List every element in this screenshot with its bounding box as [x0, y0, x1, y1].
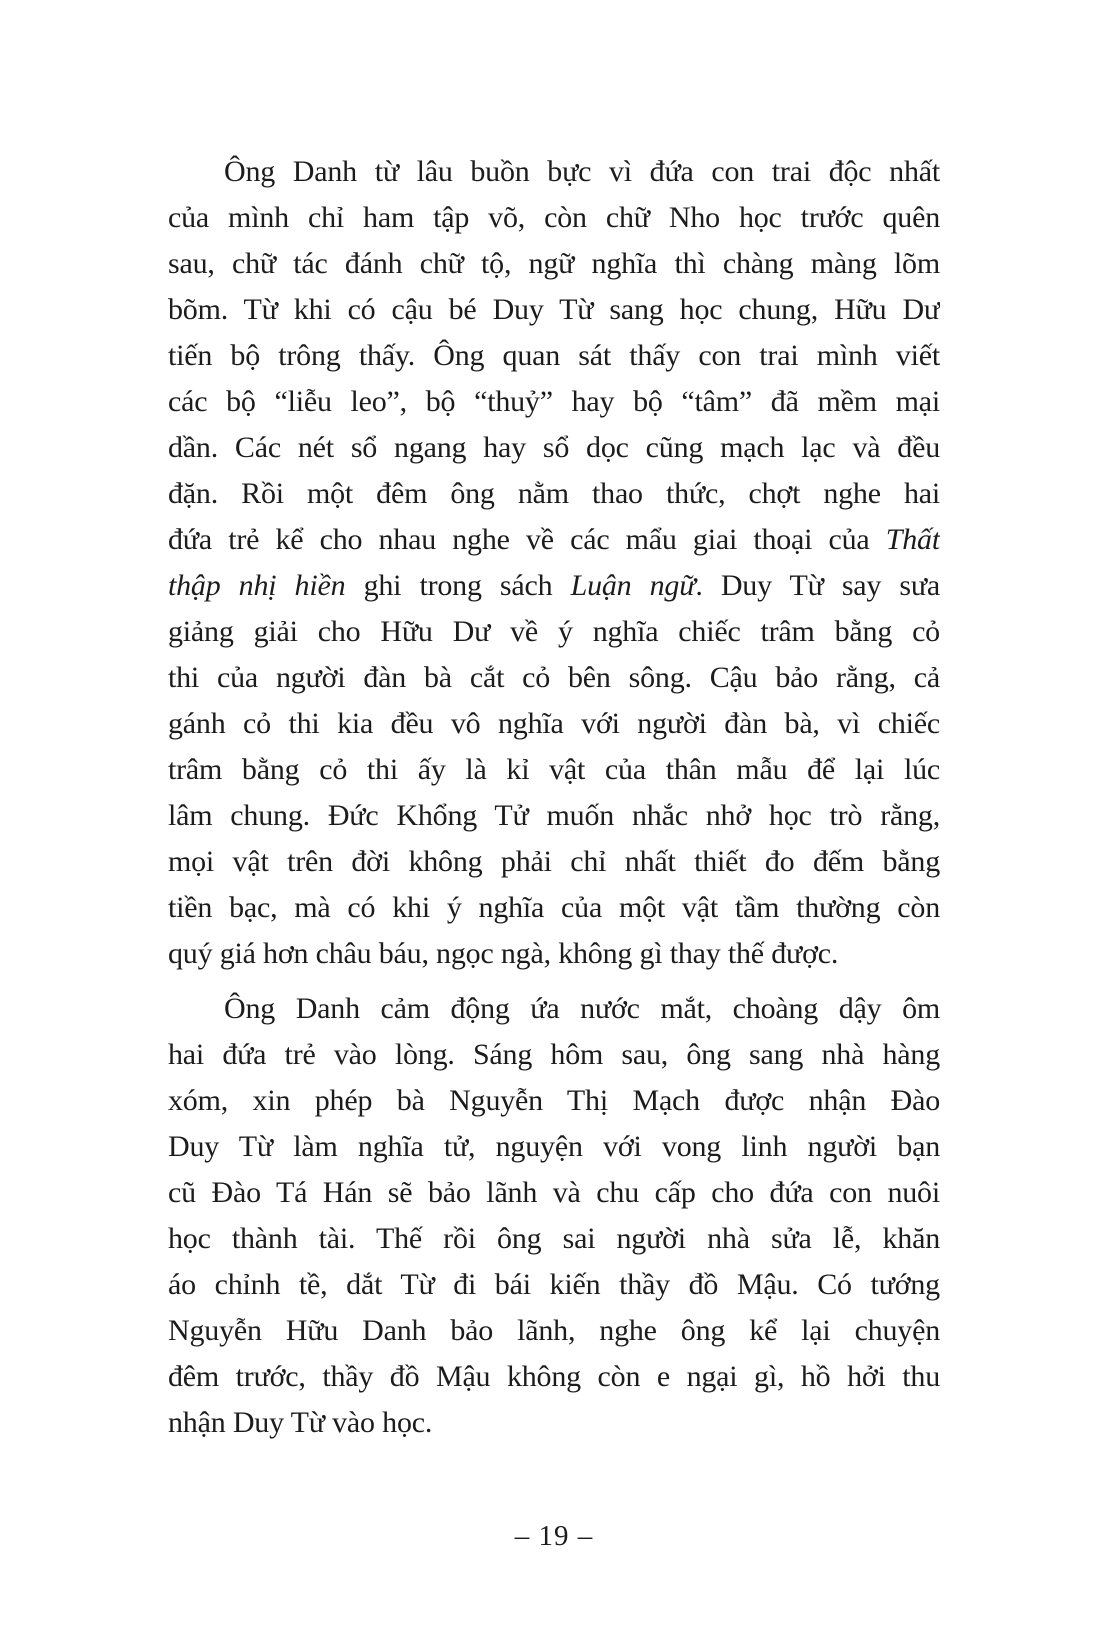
text-line — [168, 1124, 940, 1170]
text-line — [168, 701, 940, 747]
text-run: hai đứa trẻ vào lòng. Sáng hôm sau, ông sang nhà hàng — [168, 1038, 940, 1071]
text-run: Ông Danh từ lâu buồn bực vì đứa con trai độc nhất — [224, 155, 940, 188]
text-line — [168, 747, 940, 793]
paragraph — [168, 149, 940, 977]
text-line — [168, 1032, 940, 1078]
italic-text-run: Thất — [885, 523, 940, 556]
text-line — [168, 379, 940, 425]
text-line — [168, 333, 940, 379]
text-line — [168, 425, 940, 471]
text-run: áo chỉnh tề, dắt Từ đi bái kiến thầy đồ Mậu. Có tướng — [168, 1268, 940, 1301]
text-line — [168, 793, 940, 839]
text-run: ghi trong sách — [345, 569, 571, 602]
text-run: xóm, xin phép bà Nguyễn Thị Mạch được nhận Đào — [168, 1084, 940, 1117]
text-line — [168, 609, 940, 655]
text-run: cũ Đào Tá Hán sẽ bảo lãnh và chu cấp cho đứa con nuôi — [168, 1176, 940, 1209]
italic-text-run: thập nhị hiền — [168, 569, 346, 602]
italic-text-run: Luận ngữ — [570, 569, 696, 602]
text-line — [168, 1354, 940, 1400]
text-line — [168, 1078, 940, 1124]
text-run: trâm bằng cỏ thi ấy là kỉ vật của thân mẫu để lại lúc — [168, 753, 940, 786]
text-run: nhận Duy Từ vào học. — [168, 1406, 433, 1439]
paragraph — [168, 986, 940, 1446]
text-line — [168, 1216, 940, 1262]
text-run: của mình chỉ ham tập võ, còn chữ Nho học trước quên — [168, 201, 940, 234]
text-run: lâm chung. Đức Khổng Tử muốn nhắc nhở học trò rằng, — [168, 799, 940, 832]
text-run: tiền bạc, mà có khi ý nghĩa của một vật tầm thường còn — [168, 891, 940, 924]
text-line — [168, 241, 940, 287]
text-line — [168, 1400, 940, 1446]
text-run: bõm. Từ khi có cậu bé Duy Từ sang học chung, Hữu Dư — [168, 293, 940, 326]
text-run: đặn. Rồi một đêm ông nằm thao thức, chợt nghe hai — [168, 477, 940, 510]
text-run: sau, chữ tác đánh chữ tộ, ngữ nghĩa thì chàng màng lõm — [168, 247, 940, 280]
text-run: học thành tài. Thế rồi ông sai người nhà sửa lễ, khăn — [168, 1222, 940, 1255]
text-line — [168, 1262, 940, 1308]
text-line — [168, 986, 940, 1032]
text-run: dần. Các nét sổ ngang hay sổ dọc cũng mạch lạc và đều — [168, 431, 940, 464]
text-line — [168, 517, 940, 563]
text-line — [168, 149, 940, 195]
text-run: Duy Từ làm nghĩa tử, nguyện với vong linh người bạn — [168, 1130, 940, 1163]
text-run: đêm trước, thầy đồ Mậu không còn e ngại gì, hồ hởi thu — [168, 1360, 940, 1393]
text-run: thi của người đàn bà cắt cỏ bên sông. Cậu bảo rằng, cả — [168, 661, 940, 694]
text-run: quý giá hơn châu báu, ngọc ngà, không gì thay thế được. — [168, 937, 839, 970]
page-number: – 19 – — [514, 1520, 594, 1552]
text-run: Ông Danh cảm động ứa nước mắt, choàng dậy ôm — [224, 992, 940, 1025]
text-run: gánh cỏ thi kia đều vô nghĩa với người đàn bà, vì chiếc — [168, 707, 940, 740]
text-run: mọi vật trên đời không phải chỉ nhất thiết đo đếm bằng — [168, 845, 940, 878]
text-line — [168, 885, 940, 931]
text-run: các bộ “liễu leo”, bộ “thuỷ” hay bộ “tâm” đã mềm mại — [168, 385, 940, 418]
text-run: tiến bộ trông thấy. Ông quan sát thấy con trai mình viết — [168, 339, 940, 372]
text-line — [168, 1308, 940, 1354]
text-line — [168, 563, 940, 609]
text-run: . Duy Từ say sưa — [695, 569, 940, 602]
text-line — [168, 471, 940, 517]
text-line — [168, 931, 940, 977]
text-block — [168, 149, 940, 1446]
text-line — [168, 287, 940, 333]
text-line — [168, 195, 940, 241]
text-line — [168, 1170, 940, 1216]
text-line — [168, 839, 940, 885]
text-run: giảng giải cho Hữu Dư về ý nghĩa chiếc trâm bằng cỏ — [168, 615, 940, 648]
text-run: đứa trẻ kể cho nhau nghe về các mẩu giai thoại của — [168, 523, 886, 556]
text-line — [168, 655, 940, 701]
text-run: Nguyễn Hữu Danh bảo lãnh, nghe ông kể lại chuyện — [168, 1314, 940, 1347]
